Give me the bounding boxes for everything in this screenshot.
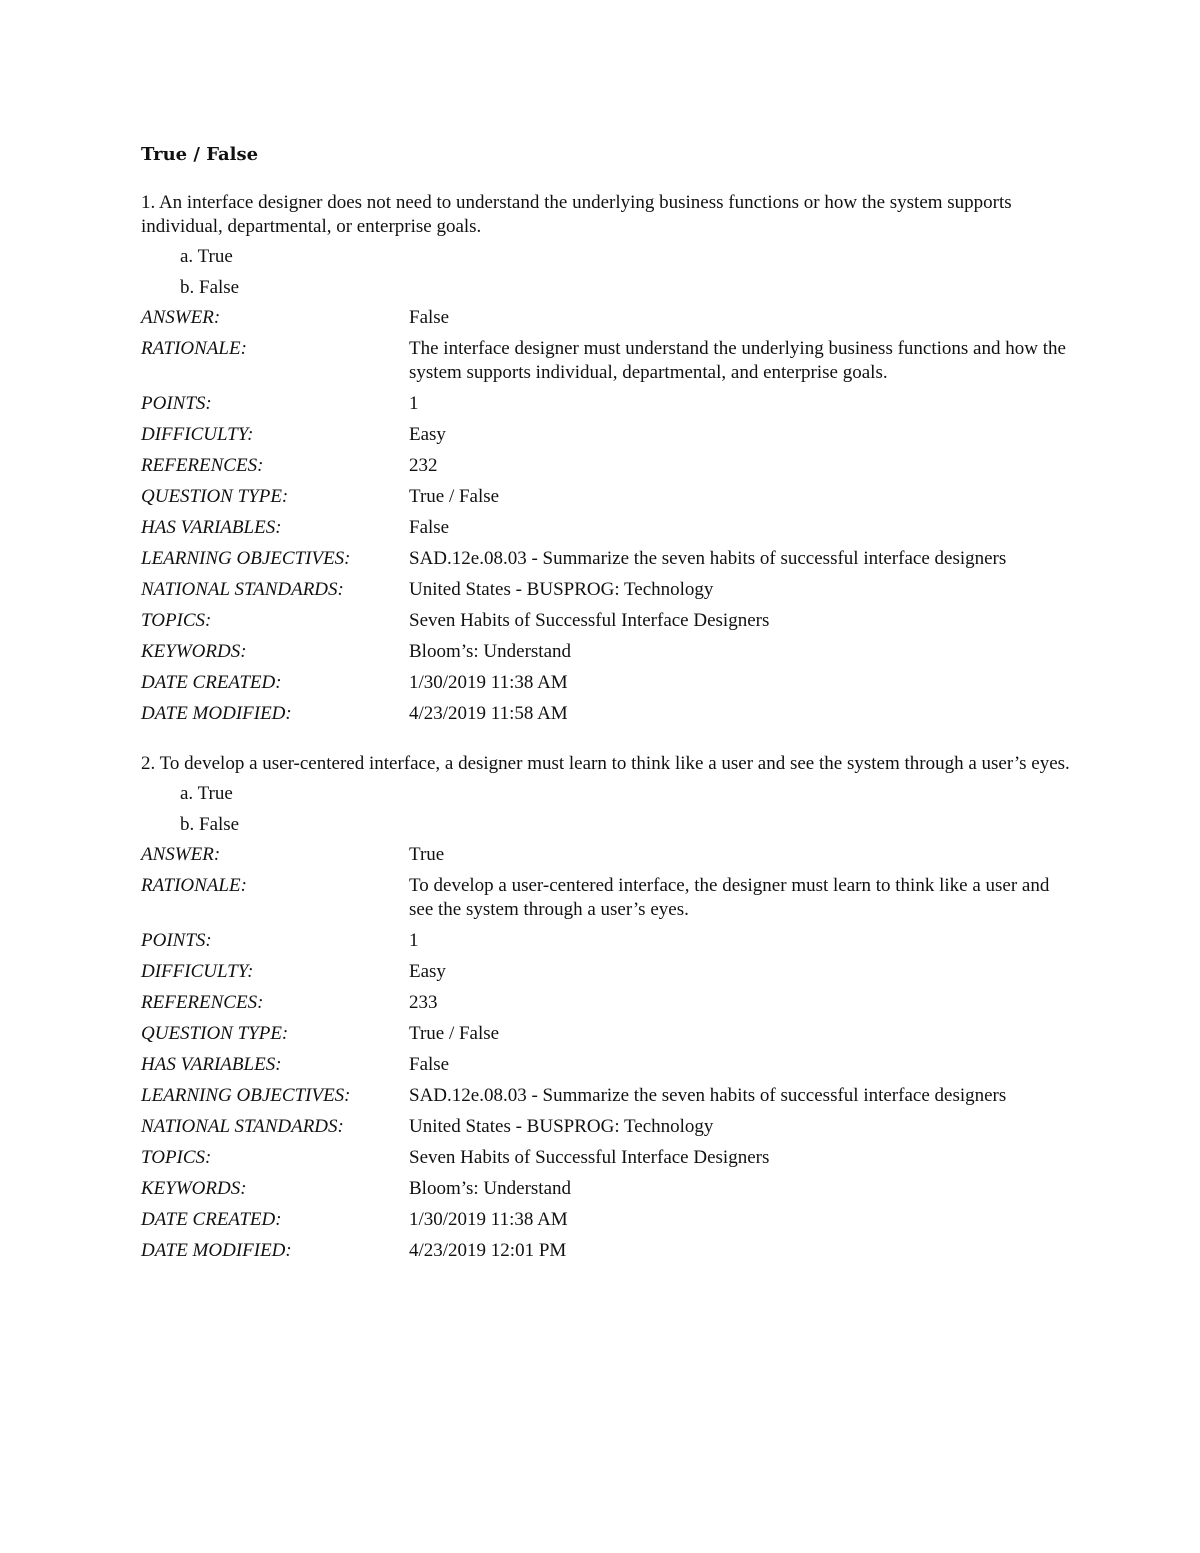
meta-row-topics [141,606,1071,637]
meta-row-references [141,988,1071,1019]
meta-row-date-created [141,668,1071,699]
meta-label: HAS VARIABLES: [141,1054,282,1075]
meta-label: LEARNING OBJECTIVES: [141,548,351,569]
meta-value: The interface designer must understand the underlying business functions and how the system supports individual, departmental, and enterprise goals. [409,338,1066,383]
meta-value: False [409,307,450,328]
option-a: a. True [180,783,233,804]
section-title: True / False [141,144,259,165]
option-b: b. False [180,814,240,835]
meta-value: United States - BUSPROG: Technology [409,579,714,600]
meta-label: DIFFICULTY: [141,961,254,982]
meta-label: RATIONALE: [141,875,247,896]
meta-label: QUESTION TYPE: [141,486,289,507]
meta-row-answer [141,303,1071,334]
meta-row-date-modified [141,699,1071,730]
meta-value: United States - BUSPROG: Technology [409,1116,714,1137]
question-stem: 2. To develop a user-centered interface, a designer must learn to think like a user and see the system through a user’s eyes. [141,753,1070,774]
meta-value: True [409,844,445,865]
meta-label: KEYWORDS: [141,641,247,662]
meta-label: DATE MODIFIED: [141,703,292,724]
meta-row-question-type [141,482,1071,513]
meta-value: True / False [409,486,500,507]
meta-row-difficulty [141,420,1071,451]
option-b: b. False [180,277,240,298]
meta-value: 1/30/2019 11:38 AM [409,672,568,693]
meta-value: 232 [409,455,438,476]
meta-label: REFERENCES: [141,992,264,1013]
meta-label: NATIONAL STANDARDS: [141,579,344,600]
meta-label: TOPICS: [141,610,212,631]
meta-row-learning-objectives [141,1081,1071,1112]
meta-value: Bloom’s: Understand [409,1178,572,1199]
meta-row-difficulty [141,957,1071,988]
meta-value: 4/23/2019 12:01 PM [409,1240,567,1261]
meta-row-answer [141,840,1071,871]
meta-row-keywords [141,637,1071,668]
meta-value: Seven Habits of Successful Interface Designers [409,1147,770,1168]
meta-row-points [141,389,1071,420]
meta-value: Easy [409,424,446,445]
meta-value: False [409,517,450,538]
meta-row-national-standards [141,575,1071,606]
meta-value: 1 [409,930,419,951]
meta-row-learning-objectives [141,544,1071,575]
meta-label: REFERENCES: [141,455,264,476]
meta-label: TOPICS: [141,1147,212,1168]
meta-value: 1/30/2019 11:38 AM [409,1209,568,1230]
meta-label: DATE CREATED: [141,672,282,693]
meta-value: SAD.12e.08.03 - Summarize the seven habits of successful interface designers [409,548,1007,569]
meta-label: LEARNING OBJECTIVES: [141,1085,351,1106]
meta-row-date-created [141,1205,1071,1236]
meta-value: To develop a user-centered interface, the designer must learn to think like a user and see the system through a user’s eyes. [409,875,1050,920]
meta-row-date-modified [141,1236,1071,1267]
meta-row-references [141,451,1071,482]
meta-label: DIFFICULTY: [141,424,254,445]
question-2 [141,752,1071,1267]
meta-label: DATE CREATED: [141,1209,282,1230]
meta-value: False [409,1054,450,1075]
question-1 [141,191,1071,730]
meta-value: 1 [409,393,419,414]
meta-row-national-standards [141,1112,1071,1143]
meta-row-topics [141,1143,1071,1174]
meta-label: NATIONAL STANDARDS: [141,1116,344,1137]
meta-value: Bloom’s: Understand [409,641,572,662]
meta-label: KEYWORDS: [141,1178,247,1199]
meta-value: Seven Habits of Successful Interface Designers [409,610,770,631]
document-page [141,141,1071,1289]
meta-value: Easy [409,961,446,982]
meta-value: 233 [409,992,438,1013]
meta-label: HAS VARIABLES: [141,517,282,538]
meta-label: ANSWER: [141,307,221,328]
meta-row-question-type [141,1019,1071,1050]
meta-label: RATIONALE: [141,338,247,359]
meta-row-has-variables [141,1050,1071,1081]
meta-row-rationale [141,334,1071,389]
meta-row-rationale [141,871,1071,926]
meta-value: SAD.12e.08.03 - Summarize the seven habits of successful interface designers [409,1085,1007,1106]
meta-label: DATE MODIFIED: [141,1240,292,1261]
meta-value: 4/23/2019 11:58 AM [409,703,568,724]
question-stem: 1. An interface designer does not need to understand the underlying business functions or how the system supports individual, departmental, or enterprise goals. [141,192,1012,237]
meta-label: QUESTION TYPE: [141,1023,289,1044]
meta-label: ANSWER: [141,844,221,865]
meta-label: POINTS: [141,393,212,414]
meta-row-points [141,926,1071,957]
meta-label: POINTS: [141,930,212,951]
meta-row-keywords [141,1174,1071,1205]
meta-row-has-variables [141,513,1071,544]
meta-value: True / False [409,1023,500,1044]
option-a: a. True [180,246,233,267]
